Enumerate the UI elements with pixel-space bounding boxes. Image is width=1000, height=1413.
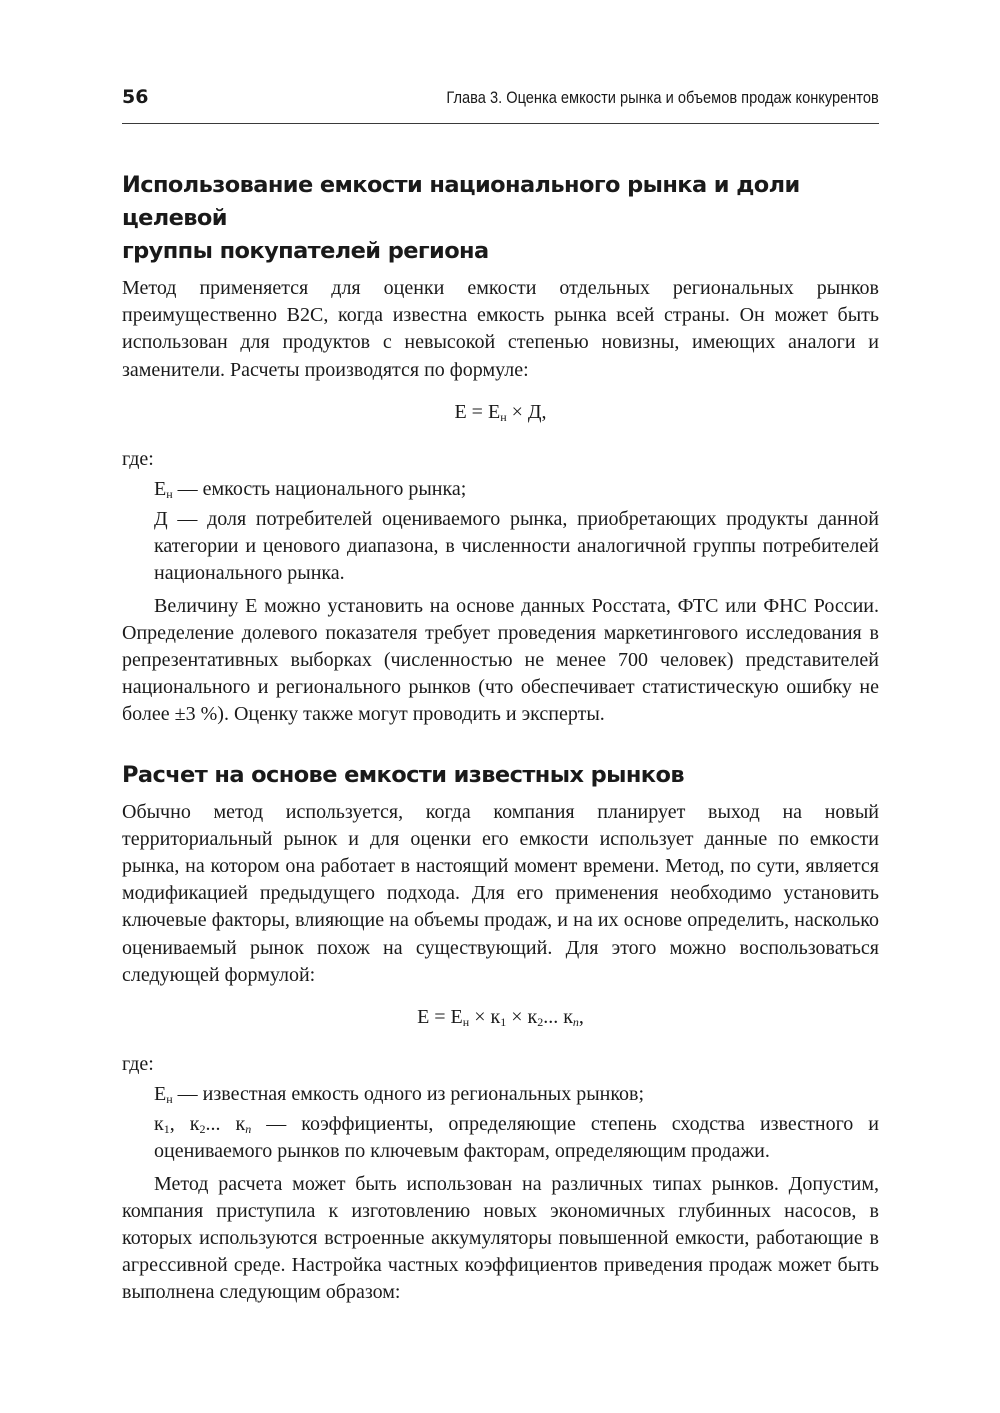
symbol: E bbox=[154, 1083, 167, 1106]
where-label: где: bbox=[122, 447, 154, 470]
formula-part: × Д, bbox=[506, 400, 547, 423]
symbol-subscript: н bbox=[166, 1092, 173, 1107]
formula-part: E = E bbox=[454, 400, 501, 423]
formula-subscript: 1 bbox=[500, 1015, 507, 1030]
formula-part: E = E bbox=[417, 1006, 463, 1029]
chapter-title: Глава 3. Оценка емкости рынка и объемов продаж конкурентов bbox=[446, 88, 879, 107]
symbol-subscript: n bbox=[245, 1122, 252, 1137]
formula-part: × к bbox=[469, 1006, 501, 1029]
formula-subscript: 2 bbox=[537, 1015, 544, 1030]
definition-text: — емкость национального рынка; bbox=[172, 477, 467, 500]
section2-intro: Обычно метод используется, когда компания планирует выход на новый территориальный рынок и для оценки его емкости использует данные по емкости рынка, на котором она работает в настоящий момент времени. Метод, по сути, является модификацией предыдущего подхода. Для его применения необходимо установить ключевые факторы, влияющие на объемы продаж, и на их основе определить, насколько оцениваемый рынок похож на существующий. Для этого можно воспользоваться следующей формулой: bbox=[122, 800, 879, 986]
section2-paragraph: Метод расчета может быть использован на различных типах рынков. Допустим, компания приступила к изготовлению новых экономичных глубинных насосов, в которых используются встроенные аккумуляторы повышенной емкости, работающие в агрессивной среде. Настройка частных коэффициентов приведения продаж может быть выполнена следующим образом: bbox=[122, 1172, 879, 1304]
formula-subscript: n bbox=[572, 1015, 579, 1030]
formula-part: × к bbox=[506, 1006, 538, 1029]
section-heading-known-markets: Расчет на основе емкости известных рынков bbox=[122, 761, 684, 788]
symbol: ... к bbox=[205, 1113, 246, 1136]
symbol: E bbox=[154, 477, 167, 500]
section1-paragraph: Величину E можно установить на основе данных Росстата, ФТС или ФНС России. Определение долевого показателя требует проведения маркетингового исследования в репрезентативных выборках (численностью не менее 700 человек) представителей национального и регионального рынков (что обеспечивает статистическую ошибку не более ±3 %). Оценку также могут проводить и эксперты. bbox=[122, 594, 879, 726]
formula-national bbox=[122, 399, 879, 426]
definition-en-known bbox=[122, 1081, 879, 1108]
formula-subscript: н bbox=[500, 409, 507, 424]
definition-en bbox=[122, 476, 879, 503]
book-page bbox=[122, 86, 879, 1307]
symbol-subscript: 2 bbox=[199, 1122, 206, 1137]
section1-intro: Метод применяется для оценки емкости отдельных региональных рынков преимущественно B2C, когда известна емкость рынка всей страны. Он может быть использован для продуктов с невысокой степенью новизны, имеющих аналоги и заменители. Расчеты производятся по формуле: bbox=[122, 277, 879, 381]
symbol-subscript: 1 bbox=[163, 1122, 170, 1137]
symbol: к bbox=[154, 1113, 164, 1136]
definition-coefficients bbox=[122, 1111, 879, 1165]
where-label: где: bbox=[122, 1053, 154, 1076]
definition-text: — известная емкость одного из региональных рынков; bbox=[172, 1083, 645, 1106]
heading-line-2: группы покупателей региона bbox=[122, 238, 489, 264]
formula-part: ... к bbox=[543, 1006, 573, 1029]
formula-known-markets bbox=[122, 1004, 879, 1031]
definition-d: Д — доля потребителей оцениваемого рынка, приобретающих продукты данной категории и ценового диапазона, в численности аналогичной группы потребителей национального рынка. bbox=[154, 508, 879, 585]
heading-line-1: Использование емкости национального рынка и доли целевой bbox=[122, 172, 800, 231]
formula-part: , bbox=[578, 1006, 584, 1029]
formula-subscript: н bbox=[462, 1015, 470, 1030]
symbol-subscript: н bbox=[166, 486, 173, 501]
page-number: 56 bbox=[122, 86, 149, 108]
symbol: , к bbox=[169, 1113, 200, 1136]
section-heading-national-market bbox=[122, 169, 879, 268]
definition-text: — коэффициенты, определяющие степень сходства известного и оцениваемого рынков по ключевым факторам, определяющим продажи. bbox=[154, 1113, 880, 1163]
running-header bbox=[122, 86, 879, 124]
